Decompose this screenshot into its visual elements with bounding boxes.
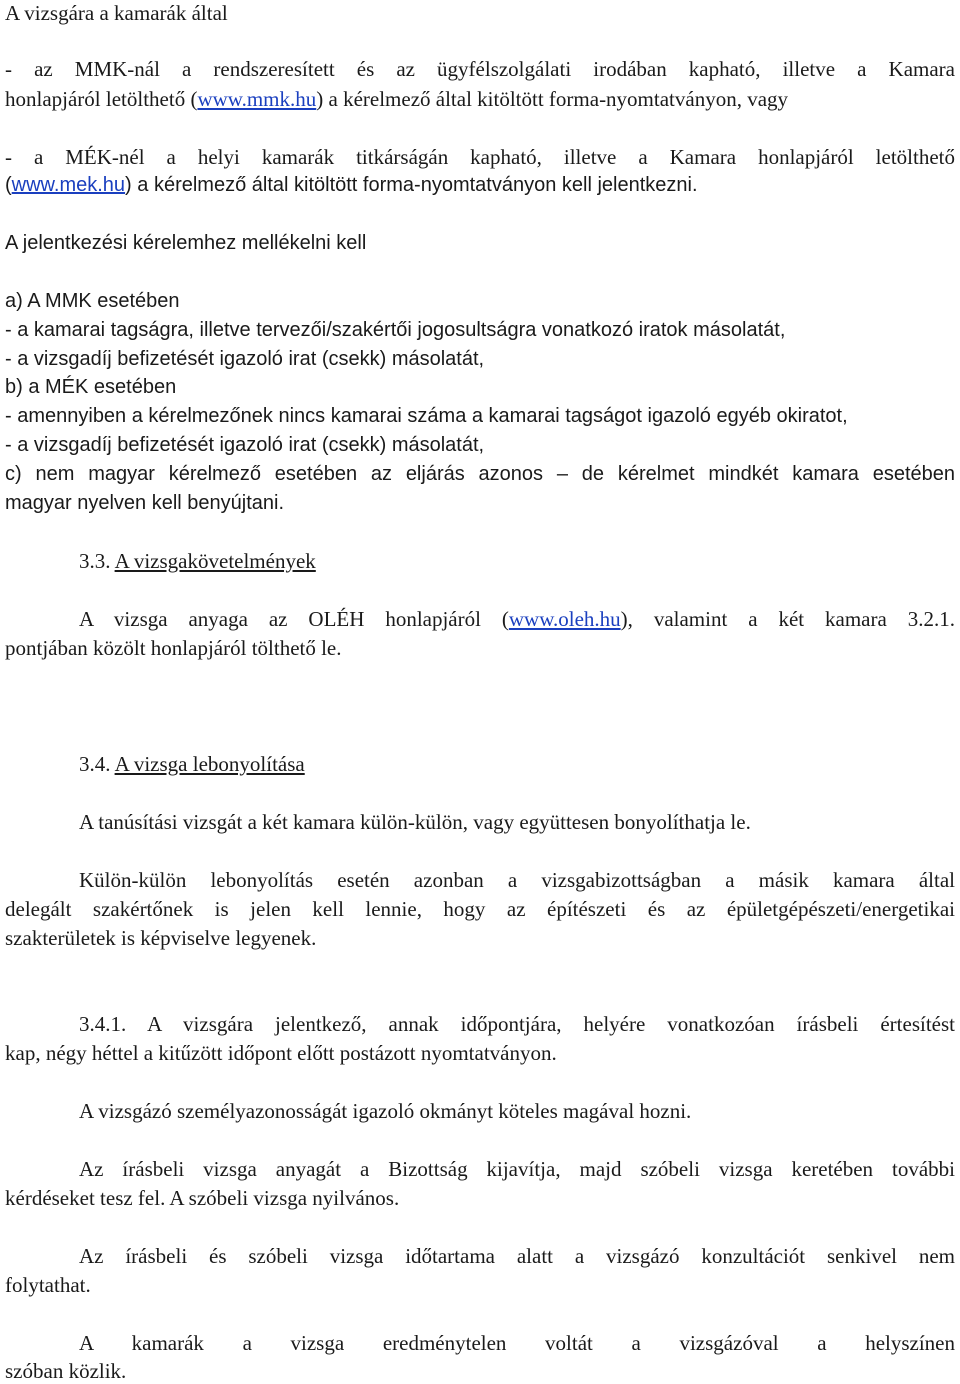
sec33-line-1-pre: A vizsga anyaga az OLÉH honlapjáról ( bbox=[79, 607, 509, 631]
mmk-link[interactable]: www.mmk.hu bbox=[197, 87, 317, 111]
mek-link[interactable]: www.mek.hu bbox=[11, 174, 126, 196]
sec34-p2-line-1: Külön-külön lebonyolítás esetén azonban a vizsgabizottságban a másik kamara által bbox=[79, 868, 955, 892]
section-title: A vizsga lebonyolítása bbox=[114, 752, 305, 776]
attachments-intro: A jelentkezési kérelemhez mellékelni kell bbox=[5, 232, 367, 254]
sec341-p3-line-1: Az írásbeli vizsga anyagát a Bizottság kijavítja, majd szóbeli vizsga keretében további bbox=[79, 1157, 955, 1181]
section-3-4-heading bbox=[79, 751, 305, 777]
sec34-p2-line-3: szakterületek is képviselve legyenek. bbox=[5, 926, 317, 950]
mmk-line-2-post: ) a kérelmező által kitöltött forma-nyomtatványon, vagy bbox=[316, 87, 789, 111]
sec34-p2-line-2: delegált szakértőnek is jelen kell lennie, hogy az építészeti és az épületgépészeti/energetikai bbox=[5, 897, 955, 921]
mmk-line-2-pre: honlapjáról letölthető ( bbox=[5, 87, 198, 111]
sec341-p5-line-2: szóban közlik. bbox=[5, 1359, 127, 1383]
mmk-line-1: - az MMK-nál a rendszeresített és az ügyfélszolgálati irodában kapható, illetve a Kamara bbox=[5, 57, 955, 81]
mek-line-2-post: ) a kérelmező által kitöltött forma-nyomtatványon kell jelentkezni. bbox=[125, 174, 698, 196]
list-item: b) a MÉK esetében bbox=[5, 376, 177, 398]
sec341-p5-line-1: A kamarák a vizsga eredménytelen voltát a vizsgázóval a helyszínen bbox=[79, 1331, 955, 1355]
list-item: a) A MMK esetében bbox=[5, 290, 180, 312]
mek-line-2-pre: ( bbox=[5, 174, 12, 196]
list-item: - a kamarai tagságra, illetve tervezői/szakértői jogosultságra vonatkozó iratok másolatát, bbox=[5, 319, 786, 341]
sec341-p3-line-2: kérdéseket tesz fel. A szóbeli vizsga nyilvános. bbox=[5, 1186, 400, 1210]
sec341-line-1: 3.4.1. A vizsgára jelentkező, annak időpontjára, helyére vonatkozóan írásbeli értesítést bbox=[79, 1012, 955, 1036]
sec33-line-1-post: ), valamint a két kamara 3.2.1. bbox=[620, 607, 955, 631]
oleh-link[interactable]: www.oleh.hu bbox=[508, 607, 621, 631]
sec34-paragraph-1: A tanúsítási vizsgát a két kamara külön-külön, vagy együttesen bonyolíthatja le. bbox=[79, 810, 751, 834]
sec33-line-1 bbox=[79, 606, 955, 632]
sec341-line-2: kap, négy héttel a kitűzött időpont előtt postázott nyomtatványon. bbox=[5, 1041, 557, 1065]
sec33-line-2: pontjában közölt honlapjáról tölthető le. bbox=[5, 636, 342, 660]
mmk-line-2 bbox=[5, 86, 788, 112]
section-3-3-heading bbox=[79, 548, 316, 574]
section-number: 3.3. bbox=[79, 549, 111, 573]
mek-line-2 bbox=[5, 172, 698, 198]
section-title: A vizsgakövetelmények bbox=[114, 549, 316, 573]
sec341-p4-line-2: folytathat. bbox=[5, 1273, 91, 1297]
sec341-paragraph-2: A vizsgázó személyazonosságát igazoló okmányt köteles magával hozni. bbox=[79, 1099, 692, 1123]
list-item: - amennyiben a kérelmezőnek nincs kamarai száma a kamarai tagságot igazoló egyéb okiratot, bbox=[5, 405, 848, 427]
sec341-p4-line-1: Az írásbeli és szóbeli vizsga időtartama alatt a vizsgázó konzultációt senkivel nem bbox=[79, 1244, 955, 1268]
list-item: - a vizsgadíj befizetését igazoló irat (csekk) másolatát, bbox=[5, 348, 485, 370]
section-number: 3.4. bbox=[79, 752, 111, 776]
list-item: magyar nyelven kell benyújtani. bbox=[5, 492, 285, 514]
list-item: c) nem magyar kérelmező esetében az eljárás azonos – de kérelmet mindkét kamara esetében bbox=[5, 463, 955, 485]
heading: A vizsgára a kamarák által bbox=[5, 1, 228, 25]
mek-line-1: - a MÉK-nél a helyi kamarák titkárságán kapható, illetve a Kamara honlapjáról letölthető bbox=[5, 145, 955, 169]
list-item: - a vizsgadíj befizetését igazoló irat (csekk) másolatát, bbox=[5, 434, 485, 456]
